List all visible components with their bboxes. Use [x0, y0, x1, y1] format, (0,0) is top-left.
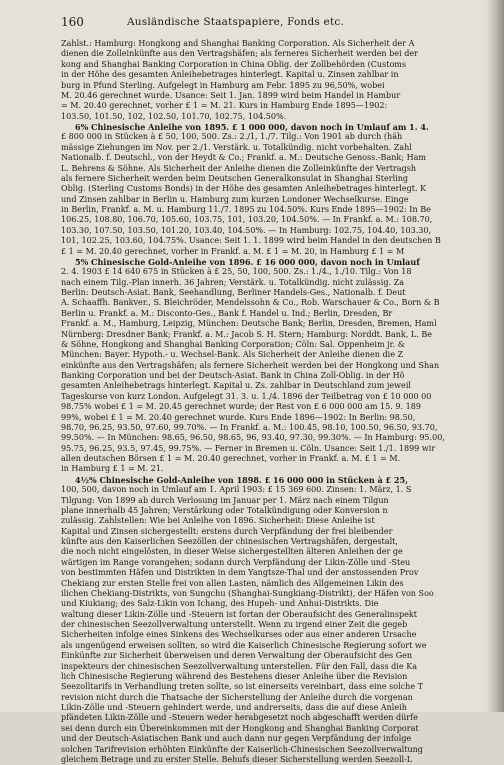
- text-line: wärtigen im Range vorangehen; sodann durch Verpfändung der Likin-Zölle und -Steu: [61, 557, 411, 567]
- text-line: revision nicht durch die Thatsache der Sicherstellung der Anleihe durch die vorgenan: [61, 692, 413, 702]
- text-line: Nürnberg: Dresdner Bank; Frankf. a. M.: Jacob S. H. Stern; Hamburg: Norddt. Bank, L. Be: [61, 329, 433, 339]
- text-line: A. Schaaffh. Bankver., S. Bleichröder, Mendelssohn & Co., Rob. Warschauer & Co., Born & B: [61, 298, 440, 308]
- text-line: und der Deutsch-Asiatischen Bank und auch dann nur gegen Verpfändung der infolge: [61, 734, 412, 744]
- text-line: £ 1 = M. 20.40 gerechnet, vorher in Frankf. a. M. £ 1 = M. 20, in Hamburg £ 1 = M: [61, 246, 405, 256]
- text-line: der chinesischen Seezollverwaltung unterstellt. Wenn zu irgend einer Zeit die gegeb: [61, 620, 408, 629]
- text-line: 98.75% wobei £ 1 = M. 20.45 gerechnet wurde; der Rest von £ 6 000 000 am 15. 9. 189: [61, 402, 421, 412]
- text-line: 99.50%. — In München: 98.65, 96.50, 98.65, 96, 93.40, 97.30, 99.30%. — In Hamburg: 95.00,: [61, 433, 445, 443]
- text-line: künfte aus den Kaiserlichen Seezöllen der chinesischen Vertragshäfen, dergestalt,: [61, 537, 398, 546]
- text-line: und Zinsen zahlbar in Berlin u. Hamburg zum kurzen Londoner Wechselkurse. Einge: [61, 194, 409, 204]
- text-line: Likin-Zölle und -Steuern gehindert werde, und andrerseits, dass die auf diese Anleih: [61, 703, 407, 712]
- text-line: Berlin: Deutsch-Asiat. Bank, Seehandlung, Berliner Handels-Ges., Nationalb. f. Deut: [61, 288, 406, 297]
- text-line: 103.50, 101.50, 102, 102.50, 101.70, 102.75, 104.50%.: [61, 111, 287, 121]
- text-line: 101, 102.25, 103.60, 104.75%. Usance: Seit 1. 1. 1899 wird beim Handel in den deutschen B: [61, 236, 441, 246]
- text-line: dienen die Zolleinkünfte aus den Vertragshäfen; als ferneres Sicherheit werden bei der: [61, 49, 418, 59]
- text-line: allen deutschen Börsen £ 1 = M. 20.40 gerechnet, vorher in Frankf. a. M. £ 1 = M.: [61, 454, 401, 463]
- text-line: einkünfte aus den Vertragshäfen; als fernere Sicherheit werden bei der Hongkong und Shan: [61, 360, 440, 370]
- text-line: 2. 4. 1903 £ 14 640 675 in Stücken à £ 25, 50, 100, 500. Zs.: 1./4., 1./10. Tilg.: Von 18: [61, 267, 412, 277]
- text-line: Oblig. (Sterling Customs Bonds) in der Höhe des gesamten Anleihebetrages hinterlegt. K: [61, 184, 427, 194]
- text-line: gleichem Betrage und zu erster Stelle. Behufs dieser Sicherstellung werden Seezoll-L: [61, 754, 413, 764]
- text-line: Banking Corporation und bei der Deutsch-Asiat. Bank in China Zoll-Oblig. in der Hö: [61, 371, 405, 380]
- text-line: Frankf. a. M., Hamburg, Leipzig, München: Deutsche Bank; Berlin, Dresden, Bremen, Haml: [61, 319, 437, 329]
- text-line: Sicherheiten infolge eines Sinkens des Wechselkurses oder aus einer anderen Ursache: [61, 630, 417, 640]
- text-line: mässige Ziehungen im Nov. per 2./1. Verstärk. u. Totalkündig. nicht vorbehalten. Zahl: [61, 142, 412, 152]
- section-heading-line: 4½% Chinesische Gold-Anleihe von 1898. £ 16 000 000 in Stücken à £ 25,: [75, 474, 408, 485]
- section-heading-line: 6% Chinesische Anleihe von 1895. £ 1 000 000, davon noch in Umlauf am 1. 4.: [75, 122, 429, 132]
- text-line: plane innerhalb 45 Jahren; Verstärkung oder Totalkündigung oder Konversion n: [61, 505, 388, 515]
- page-header: [61, 14, 481, 30]
- text-line: die noch nicht eingelösten, in dieser Weise sichergestellten älteren Anleihen der ge: [61, 547, 403, 557]
- text-line: München: Bayer. Hypoth.- u. Wechsel-Bank. Als Sicherheit der Anleihe dienen die Z: [61, 350, 404, 360]
- text-line: = M. 20.40 gerechnet, vorher £ 1 = M. 21. Kurs in Hamburg Ende 1895—1902:: [61, 101, 388, 111]
- text-line: M. 20.46 gerechnet wurde. Usance: Seit 1. Jan. 1899 wird beim Handel in Hambur: [61, 90, 401, 100]
- page-edge-shadow: [486, 0, 504, 712]
- body-text: [61, 39, 494, 764]
- text-line: inspekteurs der chinesischen Seezollverwaltung unterstellen. Für den Fall, dass die Ka: [61, 661, 418, 671]
- text-line: £ 800 000 in Stücken à £ 50, 100, 500. Zs.: 2./1, 1./7. Tilg.: Von 1901 ab durch (häh: [61, 132, 403, 142]
- running-title: Ausländische Staatspapiere, Fonds etc.: [127, 16, 344, 28]
- text-line: gesamten Anleihebetrags hinterlegt. Kapital u. Zs. zahlbar in Deutschland zum jeweil: [61, 381, 411, 391]
- text-line: Zahlst.: Hamburg: Hongkong and Shanghai Banking Corporation. Als Sicherheit der A: [61, 39, 415, 48]
- text-line: 95.75, 96.25, 93.5, 97.45, 99.75%. — Ferner in Bremen u. Cöln. Usance: Seit 1./1. 1899 wir: [61, 443, 436, 453]
- text-line: ilichen Chekiang-Distrikts, von Sungchu (Shanghai-Sungkiang-Distrikt), der Häfen von Soo: [61, 588, 434, 598]
- page-number: 160: [61, 15, 84, 29]
- section-heading-line: 5% Chinesische Gold-Anleihe von 1896. £ 16 000 000, davon noch in Umlauf: [75, 256, 420, 267]
- text-line: Nationalb. f. Deutschl., von der Heydt & Co.; Frankf. a. M.: Deutsche Genoss.-Bank; Ham: [61, 153, 427, 163]
- text-line: von bestimmten Häfen und Distrikten in dem Yangtsze-Thal und der anstossenden Prov: [61, 568, 419, 578]
- text-line: Tilgung: Von 1899 ab durch Verlosung im Januar per 1. März nach einem Tilgun: [61, 495, 389, 505]
- text-line: 99%, wobei £ 1 = M. 20.40 gerechnet wurde. Kurs Ende 1896—1902: In Berlin: 98.50,: [61, 412, 416, 422]
- text-line: als fernere Sicherheit werden beim Deutschen Generalkonsulat in Shanghai Sterling: [61, 173, 409, 183]
- text-line: in Berlin, Frankf. a. M. u. Hamburg 11./7. 1895 zu 104.50%. Kurs Ende 1895—1902: In Be: [61, 205, 431, 214]
- text-line: Kapital und Zinsen sichergestellt: erstens durch Verpfändung der frei bleibender: [61, 526, 393, 536]
- text-line: nach einem Tilg.-Plan innerh. 36 Jahren; Verstärk. u. Totalkündig. nicht zulässig. Za: [61, 277, 404, 287]
- text-line: 106.25, 108.80, 106.70, 105.60, 103.75, 101, 103.20, 104.50%. — In Frankf. a. M.: 108.70,: [61, 215, 433, 225]
- text-line: L. Behrens & Söhne. Als Sicherheit der Anleihe dienen die Zolleinkünfte der Vertragsh: [61, 163, 417, 173]
- text-line: in Hamburg £ 1 = M. 21.: [61, 464, 164, 474]
- text-line: pfändeten Likin-Zölle und -Steuern weder herabgesetzt noch abgeschafft werden dürfe: [61, 713, 418, 723]
- text-line: 100, 500, davon noch in Umlauf am 1. April 1903: £ 15 369 600. Zinsen: 1. März, 1. S: [61, 485, 412, 495]
- text-line: als ungenügend erweisen sollten, so wird die Kaiserlich Chinesische Regierung sofort we: [61, 640, 427, 650]
- text-line: waltung dieser Likin-Zölle und -Steuern ist fortan der Oberaufsicht des Generalinspekt: [61, 609, 417, 619]
- text-line: kong and Shanghai Banking Corporation in China Oblig. der Zollbehörden (Customs: [61, 59, 407, 69]
- text-line: 103.30, 107.50, 103.50, 101.20, 103.40, 104.50%. — In Hamburg: 102.75, 104.40, 103.30,: [61, 225, 432, 235]
- text-line: burg in Pfund Sterling. Aufgelegt in Hamburg am Febr. 1895 zu 96,50%, wobei: [61, 80, 385, 90]
- text-line: Seezolltarifs in Verhandlung treten sollte, so ist einerseits vereinbart, dass eine solche T: [61, 682, 424, 692]
- text-line: und Kiukiang; des Salz-Likin von Ichang, des Hupeh- und Anhui-Distrikts. Die: [61, 599, 379, 609]
- text-line: & Söhne, Hongkong and Shanghai Banking Corporation; Cöln: Sal. Oppenheim jr. &: [61, 339, 405, 349]
- text-line: Einkünfte zur Sicherheit überweisen und deren Verwaltung der Oberaufsicht des Gen: [61, 651, 413, 661]
- text-line: Tageskurse von kurz London. Aufgelegt 31. 3. u. 1./4. 1896 der Teilbetrag von £ 10 000 00: [61, 391, 432, 401]
- text-line: lich Chinesische Regierung während des Bestehens dieser Anleihe über die Revision: [61, 671, 408, 681]
- text-line: zulässig. Zahlstellen: Wie bei Anleihe von 1896. Sicherheit: Diese Anleihe ist: [61, 516, 375, 526]
- text-line: in der Höhe des gesamten Anleihebetrages hinterlegt. Kapital u. Zinsen zahlbar in: [61, 70, 399, 80]
- text-line: Berlin u. Frankf. a. M.: Disconto-Ges., Bank f. Handel u. Ind.; Berlin, Dresden, Br: [61, 308, 393, 318]
- text-line: solchen Tarifrevision erhöhten Einkünfte der Kaiserlich-Chinesischen Seezollverwaltung: [61, 744, 423, 754]
- text-line: sei denn durch ein Übereinkommen mit der Hongkong and Shanghai Banking Corporat: [61, 723, 419, 733]
- text-line: Chekiang zur ersten Stelle frei von allen Lasten, nämlich des Allgemeinen Likin des: [61, 578, 404, 588]
- text-line: 98.70, 96.25, 93.50, 97.60, 99.70%. — In Frankf. a. M.: 100.45, 98.10, 100.50, 96.50, 93.70,: [61, 422, 438, 432]
